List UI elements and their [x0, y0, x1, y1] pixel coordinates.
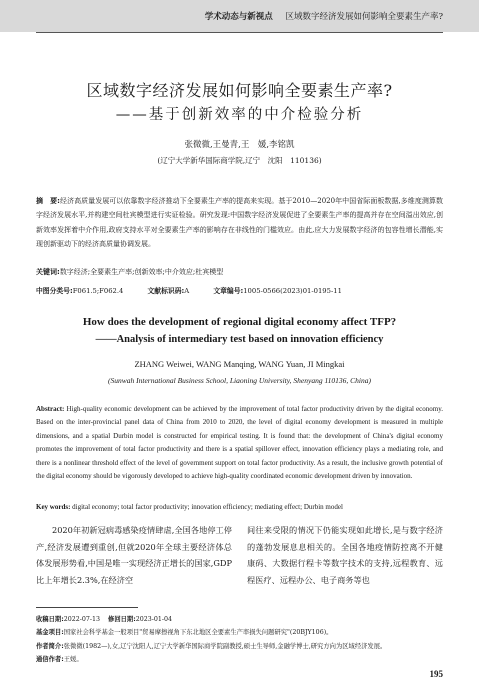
footnotes [36, 613, 443, 667]
keywords-cn-text: 数字经济;全要素生产率;创新效率;中介效应;杜宾模型 [59, 268, 224, 276]
abstract-en [36, 403, 443, 483]
paper-subtitle-cn: ——基于创新效率的中介检验分析 [115, 107, 364, 123]
body-column-right: 间往来受限的情况下仍能实现如此增长,是与数字经济的蓬勃发展息息相关的。全国各地疫情防控离不开健康码、大数据行程卡等数字技术的支持,远程教育、远程医疗、远程办公、电子商务等也 [247, 525, 443, 585]
header-divider [36, 32, 443, 33]
keywords-en-text: digital economy; total factor productivity; innovation efficiency; mediating effect; Durbin model [72, 503, 343, 511]
classification-line [36, 285, 364, 295]
page-number: 195 [429, 669, 443, 679]
authors-en: ZHANG Weiwei, WANG Manqing, WANG Yuan, JI Mingkai [134, 359, 345, 369]
abstract-en-label: Abstract: [36, 405, 65, 413]
keywords-cn-label: 关键词: [36, 268, 60, 276]
running-title: 区域数字经济发展如何影响全要素生产率? [285, 12, 443, 22]
article-number: 文章编号:1005-0566(2023)01-0195-11 [213, 287, 342, 295]
footnote-fund: 基金项目:国家社会科学基金一般项目"贸易摩擦视角下东北地区全要素生产率损失问题研究"(20BJY106)。 [36, 629, 333, 637]
affiliation-cn: (辽宁大学新华国际商学院,辽宁 沈阳 110136) [157, 156, 322, 165]
running-header [0, 0, 479, 32]
footnote-dates: 收稿日期:2022-07-13 修回日期:2023-01-04 [36, 616, 173, 623]
paper-title-cn: 区域数字经济发展如何影响全要素生产率? [86, 81, 393, 100]
affiliation-en: (Sunwah International Business School, Liaoning University, Shenyang 110136, China) [108, 376, 371, 385]
abstract-cn [36, 194, 443, 251]
body-column-left: 2020年初新冠病毒感染疫情肆虐,全国各地停工停产,经济发展遭到重创,但就2020年全球主要经济体总体发展形势看,中国是唯一实现经济正增长的国家,GDP比上年增长2.3%,在经济空 [36, 525, 232, 585]
keywords-en-label: Key words: [36, 503, 71, 511]
journal-section: 学术动态与新视点 [204, 12, 273, 22]
footnote-divider [36, 607, 138, 608]
paper-subtitle-en: ——Analysis of intermediary test based on innovation efficiency [95, 334, 384, 345]
keywords-cn [36, 267, 443, 277]
abstract-en-text: High-quality economic development can be achieved by the improvement of total factor productivity driven by the digital economy. Based on the inter-provincial panel data of China from 2010 to 2020, the level of digital economy development is measured in multiple dimensions, and a spatial Durbin model is constructed for empirical testing. It is found that: the development of China's digital economy promotes the improvement of total factor productivity and there is a spatial spillover effect, innovation efficiency plays a mediating role, and there is a nonlinear threshold effect of the level of government support on total factor productivity. As a result, the inclusive growth potential of the digital economy should be vigorously developed to achieve high-quality coordinated economic development driven by innovation. [36, 405, 444, 481]
paper-title-en: How does the development of regional digital economy affect TFP? [82, 316, 397, 328]
clc-number: 中图分类号:F061.5;F062.4 [36, 287, 124, 295]
footnote-corresponding: 通信作者:王媛。 [36, 656, 83, 664]
header-text [205, 10, 443, 22]
footnote-author: 作者简介:张微微(1982—),女,辽宁沈阳人,辽宁大学新华国际商学院副教授,硕士生导师,金融学博士,研究方向为区域经济发展。 [36, 642, 387, 650]
document-code: 文献标识码:A [147, 287, 190, 295]
authors-cn: 张微微,王曼青,王 媛,李铭凯 [184, 140, 295, 150]
keywords-en [36, 503, 443, 511]
abstract-cn-label: 摘 要: [36, 197, 60, 205]
abstract-cn-text: 经济高质量发展可以依靠数字经济推动下全要素生产率的提高来实现。基于2010—2020年中国省际面板数据,多维度测算数字经济发展水平,并构建空间杜宾模型进行实证检验。研究发现:中国数字经济发展促进了全要素生产率的提高并存在空间溢出效应,创新效率发挥着中介作用,政府支持水平对全要素生产率的影响存在非线性的门槛效应。由此,应大力发展数字经济的包容性增长潜能,实现创新驱动下的经济高质量协调发展。 [36, 197, 443, 248]
